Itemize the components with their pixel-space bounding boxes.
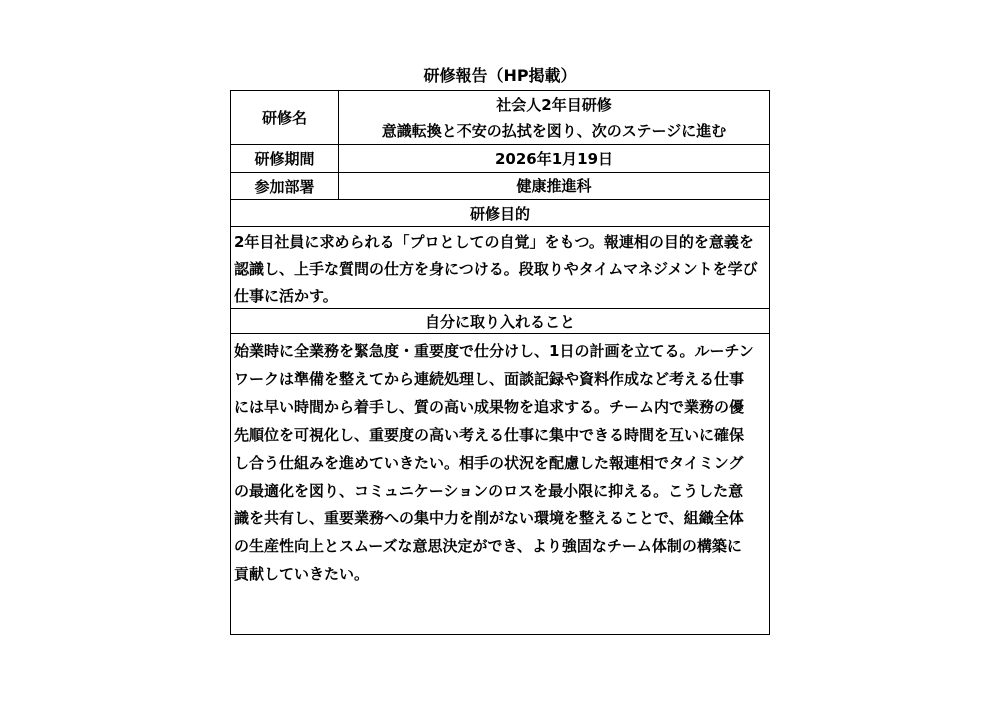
purpose-heading-row: [231, 200, 769, 227]
report-table: [230, 90, 770, 635]
purpose-heading: 研修目的: [469, 204, 530, 223]
training-name-title: 社会人2年目研修: [496, 95, 612, 114]
purpose-body-row: [231, 227, 769, 309]
training-name-value: [339, 91, 769, 144]
training-name-subtitle: 意識転換と不安の払拭を図り、次のステージに進む: [381, 121, 727, 140]
adopt-body-row: [231, 334, 769, 634]
training-name-label: 研修名: [231, 91, 339, 144]
document-title: 研修報告（HP掲載）: [423, 66, 577, 85]
purpose-text: 2年目社員に求められる「プロとしての自覚」をもつ。報連相の目的を意義を認識し、上手な質問の仕方を身につける。段取りやタイムマネジメントを学び仕事に活かす。: [234, 233, 758, 305]
department-value: 健康推進科: [516, 177, 592, 195]
adopt-text: 始業時に全業務を緊急度・重要度で仕分けし、1日の計画を立てる。ルーチンワークは準備を整えてから連続処理し、面談記録や資料作成など考える仕事には早い時間から着手し、質の高い成果物を追求する。チーム内で業務の優先順位を可視化し、重要度の高い考える仕事に集中できる時間を互いに確保し合う仕組みを進めていきたい。相手の状況を配慮した報連相でタイミングの最適化を図り、コミュニケーションのロスを最小限に抑える。こうした意識を共有し、重要業務への集中力を削がない環境を整えることで、組織全体の生産性向上とスムーズな意思決定ができ、より強固なチーム体制の構築に貢献していきたい。: [234, 342, 754, 584]
department-label: 参加部署: [231, 173, 339, 199]
training-period-row: [231, 145, 769, 173]
training-period-value: 2026年1月19日: [494, 149, 614, 168]
training-period-label: 研修期間: [231, 145, 339, 172]
adopt-heading: 自分に取り入れること: [424, 312, 575, 331]
department-row: [231, 173, 769, 200]
adopt-heading-row: [231, 309, 769, 334]
training-name-row: [231, 91, 769, 145]
